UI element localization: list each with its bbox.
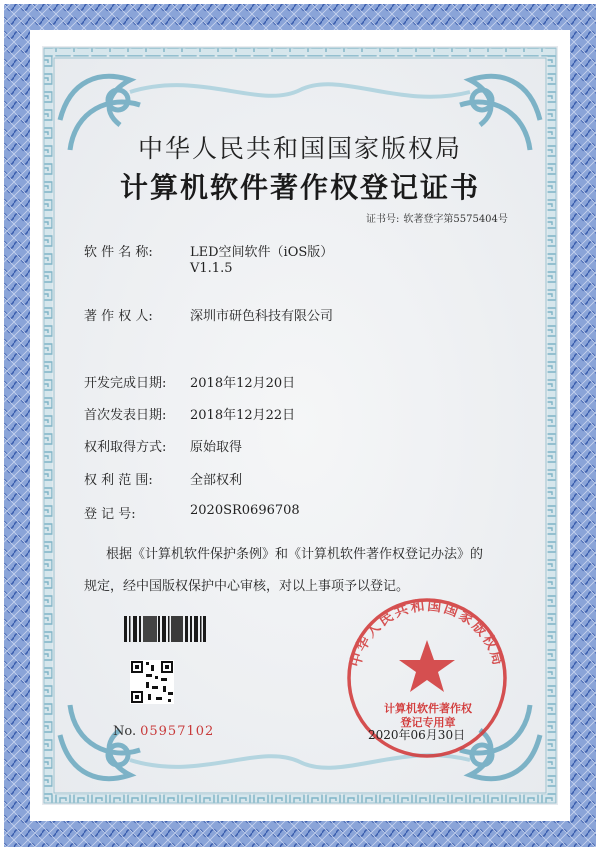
issuing-authority: 中华人民共和国国家版权局: [137, 134, 462, 163]
serial-number: [113, 724, 214, 739]
qr-code: [130, 660, 174, 704]
statement-line-2: 规定，经中国版权保护中心审核，对以上事项予以登记。: [84, 579, 410, 594]
field-value-registration-number: 2020SR0696708: [190, 503, 300, 518]
field-value-software-version: V1.1.5: [190, 261, 233, 276]
cert-no-value: 软著登字第5575404号: [403, 214, 508, 225]
issue-date: 2020年06月30日: [368, 728, 466, 742]
field-value-completion-date: 2018年12月20日: [190, 376, 296, 391]
field-value-publication-date: 2018年12月22日: [190, 408, 296, 423]
field-value-acquisition-method: 原始取得: [190, 440, 243, 455]
certificate-title: 计算机软件著作权登记证书: [119, 171, 480, 204]
field-value-copyright-owner: 深圳市研色科技有限公司: [190, 309, 334, 324]
field-label-acquisition-method: 权利取得方式:: [84, 440, 167, 455]
serial-value: 05957102: [140, 724, 215, 739]
field-label-software-name: 软 件 名 称:: [84, 245, 153, 260]
field-label-copyright-owner: 著 作 权 人:: [84, 309, 153, 324]
field-label-completion-date: 开发完成日期:: [84, 376, 167, 391]
cert-no-label: 证书号:: [366, 214, 400, 225]
field-value-rights-scope: 全部权利: [190, 473, 243, 488]
field-label-publication-date: 首次发表日期:: [84, 408, 167, 423]
seal-line-2: 登记专用章: [400, 716, 456, 729]
field-label-registration-number: 登 记 号:: [84, 507, 136, 522]
statement-line-1: 根据《计算机软件保护条例》和《计算机软件著作权登记办法》的: [106, 547, 484, 562]
certificate-number: [366, 210, 508, 225]
seal-arc-text: 中华人民共和国国家版权局: [347, 597, 507, 669]
serial-label: No.: [113, 724, 137, 739]
seal-line-1: 计算机软件著作权: [384, 702, 472, 715]
field-value-software-name: LED空间软件（iOS版）: [190, 245, 334, 260]
field-label-rights-scope: 权 利 范 围:: [84, 473, 153, 488]
